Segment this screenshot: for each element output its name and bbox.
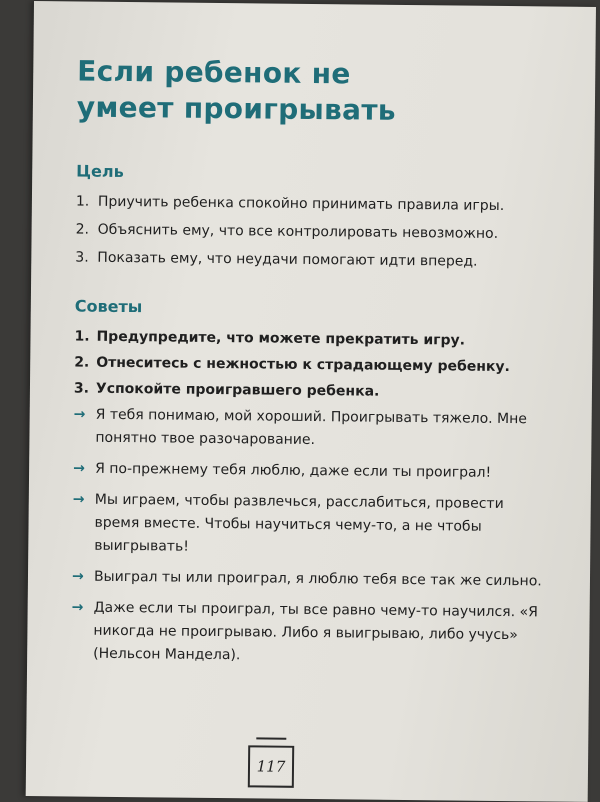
- phrase-item: [72, 565, 542, 593]
- advice-item-text: Предупредите, что можете прекратить игру.: [96, 328, 466, 349]
- goal-item-number: 1.: [75, 193, 90, 210]
- goal-item-number: 3.: [75, 249, 89, 266]
- advice-list: [74, 326, 545, 405]
- phrase-item: [71, 596, 542, 670]
- goal-item-text: Приучить ребенка спокойно принимать правила игры.: [97, 193, 505, 214]
- goal-section: [75, 162, 546, 274]
- book-page: [26, 1, 596, 802]
- advice-item: [74, 326, 544, 353]
- phrase-list: [71, 403, 544, 670]
- phrase-text: Мы играем, чтобы развлечься, расслабиться, провести время вместе. Чтобы научиться чему-то, а не чтобы выигрывать!: [94, 491, 504, 555]
- advice-item-number: 3.: [73, 380, 90, 397]
- advice-item-text: Отнеситесь с нежностью к страдающему ребенку.: [96, 354, 510, 376]
- goal-item: [75, 247, 545, 274]
- goal-heading: Цель: [76, 161, 124, 182]
- goal-item: [76, 219, 546, 246]
- arrow-icon: →: [73, 406, 86, 423]
- advice-heading: Советы: [74, 296, 143, 317]
- advice-item: [74, 351, 544, 378]
- goal-item: [76, 191, 546, 218]
- arrow-icon: →: [72, 491, 85, 508]
- phrase-text: Я по-прежнему тебя люблю, даже если ты проиграл!: [95, 460, 492, 481]
- advice-item-text: Успокойте проигравшего ребенка.: [95, 380, 380, 400]
- advice-item-number: 2.: [74, 354, 90, 371]
- advice-item: [74, 377, 544, 404]
- phrase-item: [73, 457, 543, 485]
- goal-item-number: 2.: [75, 221, 90, 238]
- advice-section: [71, 297, 545, 671]
- phrase-text: Выиграл ты или проиграл, я люблю тебя все так же сильно.: [93, 568, 542, 590]
- page-number-divider: [256, 737, 286, 739]
- goal-list: [75, 191, 546, 274]
- arrow-icon: →: [71, 568, 84, 585]
- goal-item-text: Показать ему, что неудачи помогают идти вперед.: [97, 249, 478, 270]
- goal-item-text: Объяснить ему, что все контролировать невозможно.: [97, 221, 499, 242]
- advice-item-number: 1.: [74, 328, 90, 345]
- arrow-icon: →: [73, 460, 85, 477]
- arrow-icon: →: [71, 599, 84, 616]
- phrase-item: [72, 488, 543, 562]
- phrase-text: Даже если ты проиграл, ты все равно чему-то научился. «Я никогда не проигрываю. Либо я выигрываю, либо учусь» (Нельсон Мандела).: [93, 599, 538, 664]
- page-content: [71, 54, 547, 679]
- phrase-item: [73, 403, 543, 454]
- page-number: 117: [248, 745, 294, 787]
- page-title: Если ребенок не умеет проигрывать: [76, 54, 397, 127]
- phrase-text: Я тебя понимаю, мой хороший. Проигрывать тяжело. Мне понятно твое разочарование.: [95, 406, 528, 449]
